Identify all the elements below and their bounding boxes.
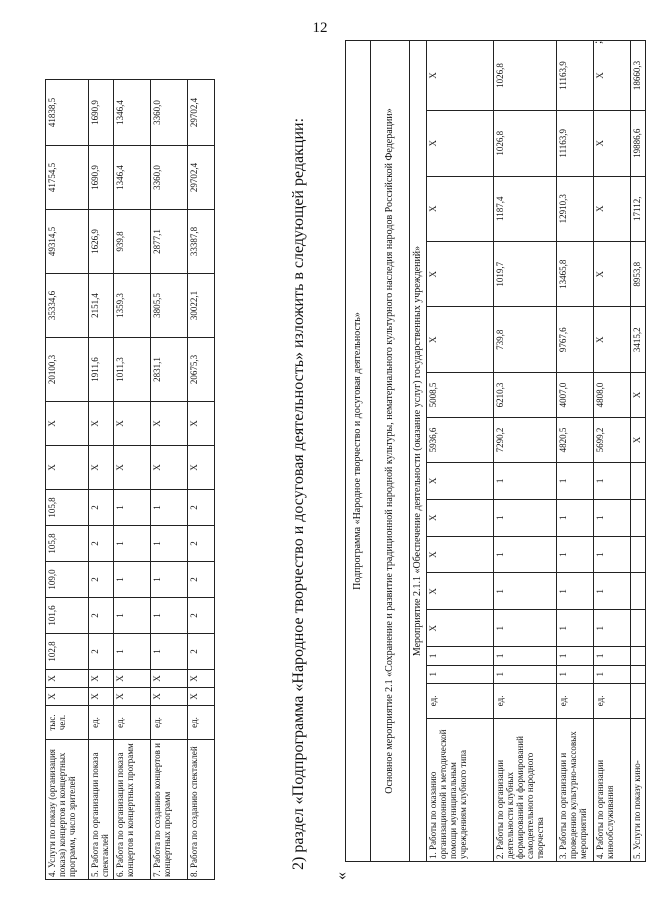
table-cell: X [114,670,151,688]
table-cell: тыс. чел. [46,706,89,740]
table-cell: 35334,6 [46,274,89,338]
table-cell: 1 [594,499,631,536]
table-cell: ед. [427,683,494,718]
bottom-table-body [346,41,646,862]
measure-row [410,41,427,862]
table-cell: 1 [494,499,557,536]
table-cell: X [188,688,215,706]
table-cell: X [188,446,215,490]
table-cell: 11163,9 [557,41,594,111]
table-cell: 1 [114,526,151,562]
table-cell: 2 [89,598,114,634]
main-measure-row [371,41,410,862]
quote-mark: « [333,872,350,880]
table-cell: X [594,111,631,176]
table-cell: 105,8 [46,526,89,562]
table-row [557,41,594,862]
table-cell: X [89,446,114,490]
table-cell: X [427,463,494,500]
table-cell: X [46,670,89,688]
table-cell: 1 [594,573,631,610]
table-cell: 1346,4 [114,146,151,210]
table-cell: 20675,3 [188,338,215,402]
table-cell: X [594,242,631,307]
table-cell: 2 [89,634,114,670]
table-cell: 101,6 [46,598,89,634]
table-cell: 1026,8 [494,111,557,176]
table-cell: 1 [594,665,631,683]
table-cell [631,499,646,536]
table-cell: 2 [188,634,215,670]
main-measure-title: Основное мероприятие 2.1 «Сохранение и развитие традиционной народной культуры, нематериального культурного наследия народов Российской Федерации» [371,41,410,862]
table-row [631,41,646,862]
table-cell [631,610,646,647]
table-cell: 1 [594,463,631,500]
table-cell: X [188,402,215,446]
table-cell: 1626,9 [89,210,114,274]
table-cell: 1 [151,490,188,526]
table-cell: 1 [114,490,151,526]
table-cell: X [427,242,494,307]
table-cell [631,573,646,610]
table-cell: X [188,670,215,688]
table-cell: 18660,3 [631,41,646,111]
table-cell: 1 [594,536,631,573]
table-cell [631,665,646,683]
table-cell: X [89,688,114,706]
subprogram-row [346,41,371,862]
table-cell: 1 [557,463,594,500]
table-cell: 1 [494,536,557,573]
table-cell: X [427,41,494,111]
table-cell: 2 [188,562,215,598]
table-cell: 1 [557,573,594,610]
table-cell: 3360,0 [151,146,188,210]
table-cell: X [427,111,494,176]
table-cell: 19886,6 [631,111,646,176]
table-cell: 29702,4 [188,80,215,146]
table-cell: 1026,8 [494,41,557,111]
table-cell: 1 [151,562,188,598]
table-row [46,80,89,880]
table-cell: 3360,0 [151,80,188,146]
table-row [494,41,557,862]
table-cell: X [46,446,89,490]
table-cell: 3415,2 [631,307,646,372]
table-cell: 30022,1 [188,274,215,338]
table-cell: 3805,5 [151,274,188,338]
table-row [594,41,631,862]
table-cell: ед. [114,706,151,740]
rotated-content [35,35,642,880]
table-cell [631,683,646,718]
table-cell: 49314,5 [46,210,89,274]
table-cell: X [114,688,151,706]
table-cell: 2 [89,526,114,562]
table-cell: ед. [89,706,114,740]
table-cell: 2 [89,562,114,598]
table-cell: 8953,8 [631,242,646,307]
top-table-body [46,80,215,880]
table-cell: 5936,6 [427,417,494,462]
table-cell: 1011,3 [114,338,151,402]
table-cell: 4007,0 [557,372,594,417]
table-cell: 1 [494,573,557,610]
table-cell: 17112, [631,176,646,241]
table-cell: 102,8 [46,634,89,670]
row-label-cell: 3. Работы по организации и проведению культурно-массовых мероприятий [557,718,594,861]
table-cell: 20100,3 [46,338,89,402]
table-cell: 4820,5 [557,417,594,462]
table-cell: 105,8 [46,490,89,526]
table-cell [631,463,646,500]
table-cell: 41838,5 [46,80,89,146]
table-cell: X [89,670,114,688]
page-number: 12 [312,20,328,36]
table-cell: X [151,402,188,446]
table-cell: 1 [557,665,594,683]
table-cell: X [594,307,631,372]
top-table [45,79,215,880]
row-label-cell: 5. Услуги по показу кино- [631,718,646,861]
table-cell: 2 [188,598,215,634]
table-cell: 1359,3 [114,274,151,338]
table-row [89,80,114,880]
table-cell: 2831,1 [151,338,188,402]
table-cell: 1 [151,526,188,562]
table-cell: 2151,4 [89,274,114,338]
bottom-table [345,40,646,862]
table-cell: 12910,3 [557,176,594,241]
table-cell: X [89,402,114,446]
table-cell: 1 [114,562,151,598]
table-cell: X [427,176,494,241]
row-label-cell: 8. Работа по созданию спектаклей [188,740,215,880]
row-label-cell: 2. Работы по организации деятельности клубных формирований и формирований самодеятельного народного творчества [494,718,557,861]
table-cell: 1 [557,610,594,647]
table-cell: 1 [557,499,594,536]
table-cell [631,647,646,665]
table-cell: 1 [557,647,594,665]
table-cell: X [427,307,494,372]
section-heading: 2) раздел «Подпрограмма «Народное творчество и досуговая деятельность» изложить в следующей редакции: [290,117,307,870]
table-row [427,41,494,862]
table-cell [631,536,646,573]
table-cell: 1346,4 [114,80,151,146]
table-cell: 9767,6 [557,307,594,372]
table-cell: 33387,8 [188,210,215,274]
table-cell: X [151,688,188,706]
table-cell: 4808,0 [594,372,631,417]
table-cell: X [631,417,646,462]
table-cell: X [594,176,631,241]
table-cell: 1690,9 [89,146,114,210]
table-cell: X [427,610,494,647]
table-cell: ед. [494,683,557,718]
row-label-cell: 1. Работы по оказанию организационной и методической помощи муниципальным учреждениям клубного типа [427,718,494,861]
table-cell: 1 [494,463,557,500]
row-label-cell: 5. Работа по организации показа спектаклей [89,740,114,880]
table-cell: X [46,402,89,446]
table-cell: X [427,536,494,573]
table-cell: 739,8 [494,307,557,372]
table-cell: X [151,446,188,490]
table-cell: 2 [89,490,114,526]
table-cell: 11163,9 [557,111,594,176]
table-cell: X [114,402,151,446]
table-row [188,80,215,880]
table-cell: X [46,688,89,706]
table-cell: 1 [494,610,557,647]
subprogram-title: Подпрограмма «Народное творчество и досуговая деятельность» [346,41,371,862]
table-cell: 2 [188,526,215,562]
table-cell: 1 [151,598,188,634]
table-cell: 1 [594,647,631,665]
table-cell: 1 [594,610,631,647]
table-cell: 1187,4 [494,176,557,241]
table-cell: ед. [557,683,594,718]
table-cell: 1 [557,536,594,573]
table-cell: 1 [427,665,494,683]
tail-mark: ; [590,40,604,44]
table-cell: 6210,3 [494,372,557,417]
table-cell: 1019,7 [494,242,557,307]
table-cell: X [427,573,494,610]
table-cell: 1 [427,647,494,665]
row-label-cell: 4. Услуги по показу (организация показа) концертов и концертных программ, число зрителей [46,740,89,880]
table-cell: 1 [494,665,557,683]
table-cell: 1 [114,598,151,634]
row-label-cell: 4. Работы по организации кинообслуживания [594,718,631,861]
table-cell: 1 [114,634,151,670]
table-cell: 5008,5 [427,372,494,417]
row-label-cell: 7. Работа по созданию концертов и концертных программ [151,740,188,880]
table-cell: 29702,4 [188,146,215,210]
table-cell: X [151,670,188,688]
table-cell: 5699,2 [594,417,631,462]
table-cell: 109,0 [46,562,89,598]
table-cell: 2877,1 [151,210,188,274]
table-cell: ед. [594,683,631,718]
table-cell: 1690,9 [89,80,114,146]
table-cell: ед. [151,706,188,740]
table-cell: X [594,41,631,111]
table-row [151,80,188,880]
table-cell: 1 [151,634,188,670]
table-cell: ед. [188,706,215,740]
table-cell: 2 [188,490,215,526]
measure-title: Мероприятие 2.1.1 «Обеспечение деятельности (оказание услуг) государственных учреждений» [410,41,427,862]
table-cell: 7290,2 [494,417,557,462]
table-row [114,80,151,880]
table-cell: 939,8 [114,210,151,274]
table-cell: X [114,446,151,490]
table-cell: 1911,6 [89,338,114,402]
table-cell: 1 [494,647,557,665]
table-cell: X [427,499,494,536]
table-cell: X [631,372,646,417]
table-cell: 13465,8 [557,242,594,307]
table-cell: 41754,5 [46,146,89,210]
row-label-cell: 6. Работа по организации показа концертов и концертных программ [114,740,151,880]
